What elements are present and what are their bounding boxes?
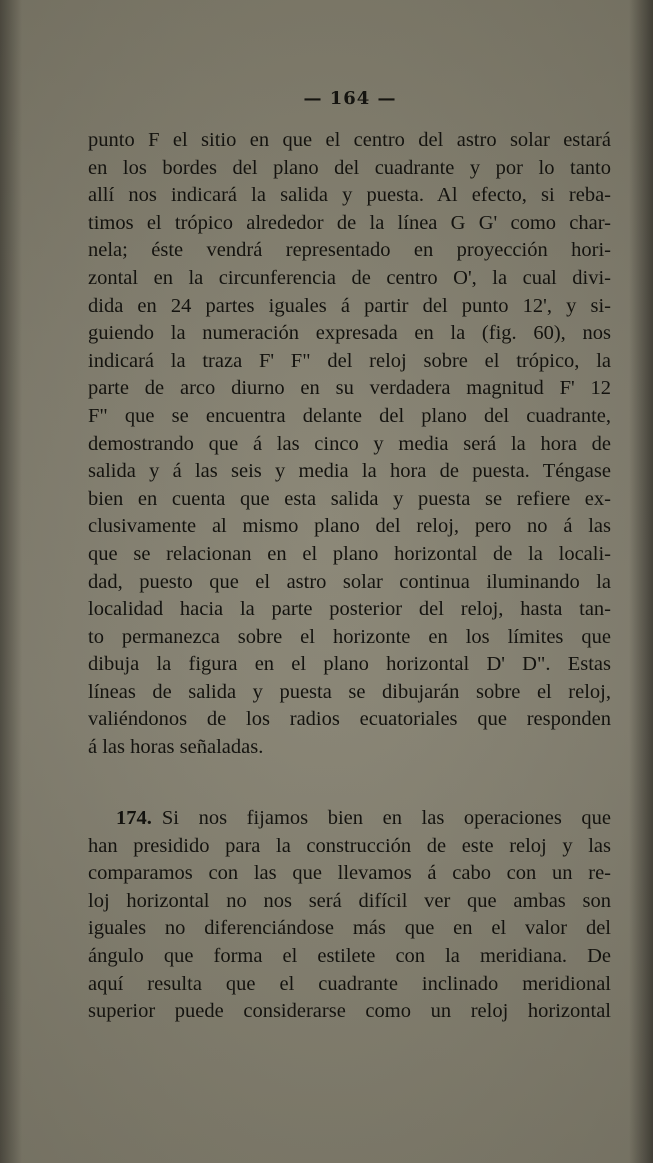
- text-line: superior puede considerarse como un reloj horizontal: [88, 1000, 611, 1023]
- text-line: que se relacionan en el plano horizontal de la locali-: [88, 542, 611, 565]
- text-line: dida en 24 partes iguales á partir del punto 12', y si-: [88, 294, 611, 317]
- text-line: zontal en la circunferencia de centro O', la cual divi-: [88, 266, 611, 289]
- paragraph-2: [88, 805, 611, 1026]
- text-line: parte de arco diurno en su verdadera magnitud F' 12: [88, 377, 611, 400]
- paragraph-2-first-line: [88, 805, 611, 833]
- text-line: líneas de salida y puesta se dibujarán sobre el reloj,: [88, 680, 611, 703]
- text-line: bien en cuenta que esta salida y puesta se refiere ex-: [88, 487, 611, 510]
- page-edge-shadow-left: [0, 0, 22, 1163]
- text-line: aquí resulta que el cuadrante inclinado meridional: [88, 972, 611, 995]
- text-line: iguales no diferenciándose más que en el valor del: [88, 917, 611, 940]
- text-line: salida y á las seis y media la hora de puesta. Téngase: [88, 460, 611, 483]
- text-line: dibuja la figura en el plano horizontal D' D". Estas: [88, 653, 611, 676]
- paragraph-2-first-line-text: Si nos fijamos bien en las operaciones que: [161, 807, 611, 829]
- page-number: — 164 —: [303, 88, 397, 109]
- text-line: guiendo la numeración expresada en la (fig. 60), nos: [88, 322, 611, 345]
- text-line: valiéndonos de los radios ecuatoriales que responden: [88, 708, 611, 731]
- paragraph-1: [88, 127, 611, 762]
- text-line: timos el trópico alrededor de la línea G G' como char-: [88, 211, 611, 234]
- section-number: 174.: [116, 807, 152, 829]
- text-line: demostrando que á las cinco y media será la hora de: [88, 432, 611, 455]
- text-line: comparamos con las que llevamos á cabo con un re-: [88, 862, 611, 885]
- text-line: ángulo que forma el estilete con la meridiana. De: [88, 944, 611, 967]
- text-line: indicará la traza F' F" del reloj sobre el trópico, la: [88, 349, 611, 372]
- text-line: á las horas señaladas.: [88, 736, 264, 759]
- paragraph-2-body: [88, 833, 611, 1026]
- text-line: localidad hacia la parte posterior del reloj, hasta tan-: [88, 598, 611, 621]
- text-line: to permanezca sobre el horizonte en los límites que: [88, 625, 611, 648]
- text-line: clusivamente al mismo plano del reloj, pero no á las: [88, 515, 611, 538]
- text-line: nela; éste vendrá representado en proyección hori-: [88, 239, 611, 262]
- text-line: en los bordes del plano del cuadrante y por lo tanto: [88, 156, 611, 179]
- text-line: loj horizontal no nos será difícil ver que ambas son: [88, 889, 611, 912]
- text-line: punto F el sitio en que el centro del astro solar estará: [88, 129, 611, 151]
- page-edge-shadow-right: [629, 0, 653, 1163]
- text-line: allí nos indicará la salida y puesta. Al efecto, si reba-: [88, 184, 611, 207]
- text-line: han presidido para la construcción de este reloj y las: [88, 834, 611, 857]
- text-line: F" que se encuentra delante del plano del cuadrante,: [88, 404, 611, 427]
- text-line: dad, puesto que el astro solar continua iluminando la: [88, 570, 611, 593]
